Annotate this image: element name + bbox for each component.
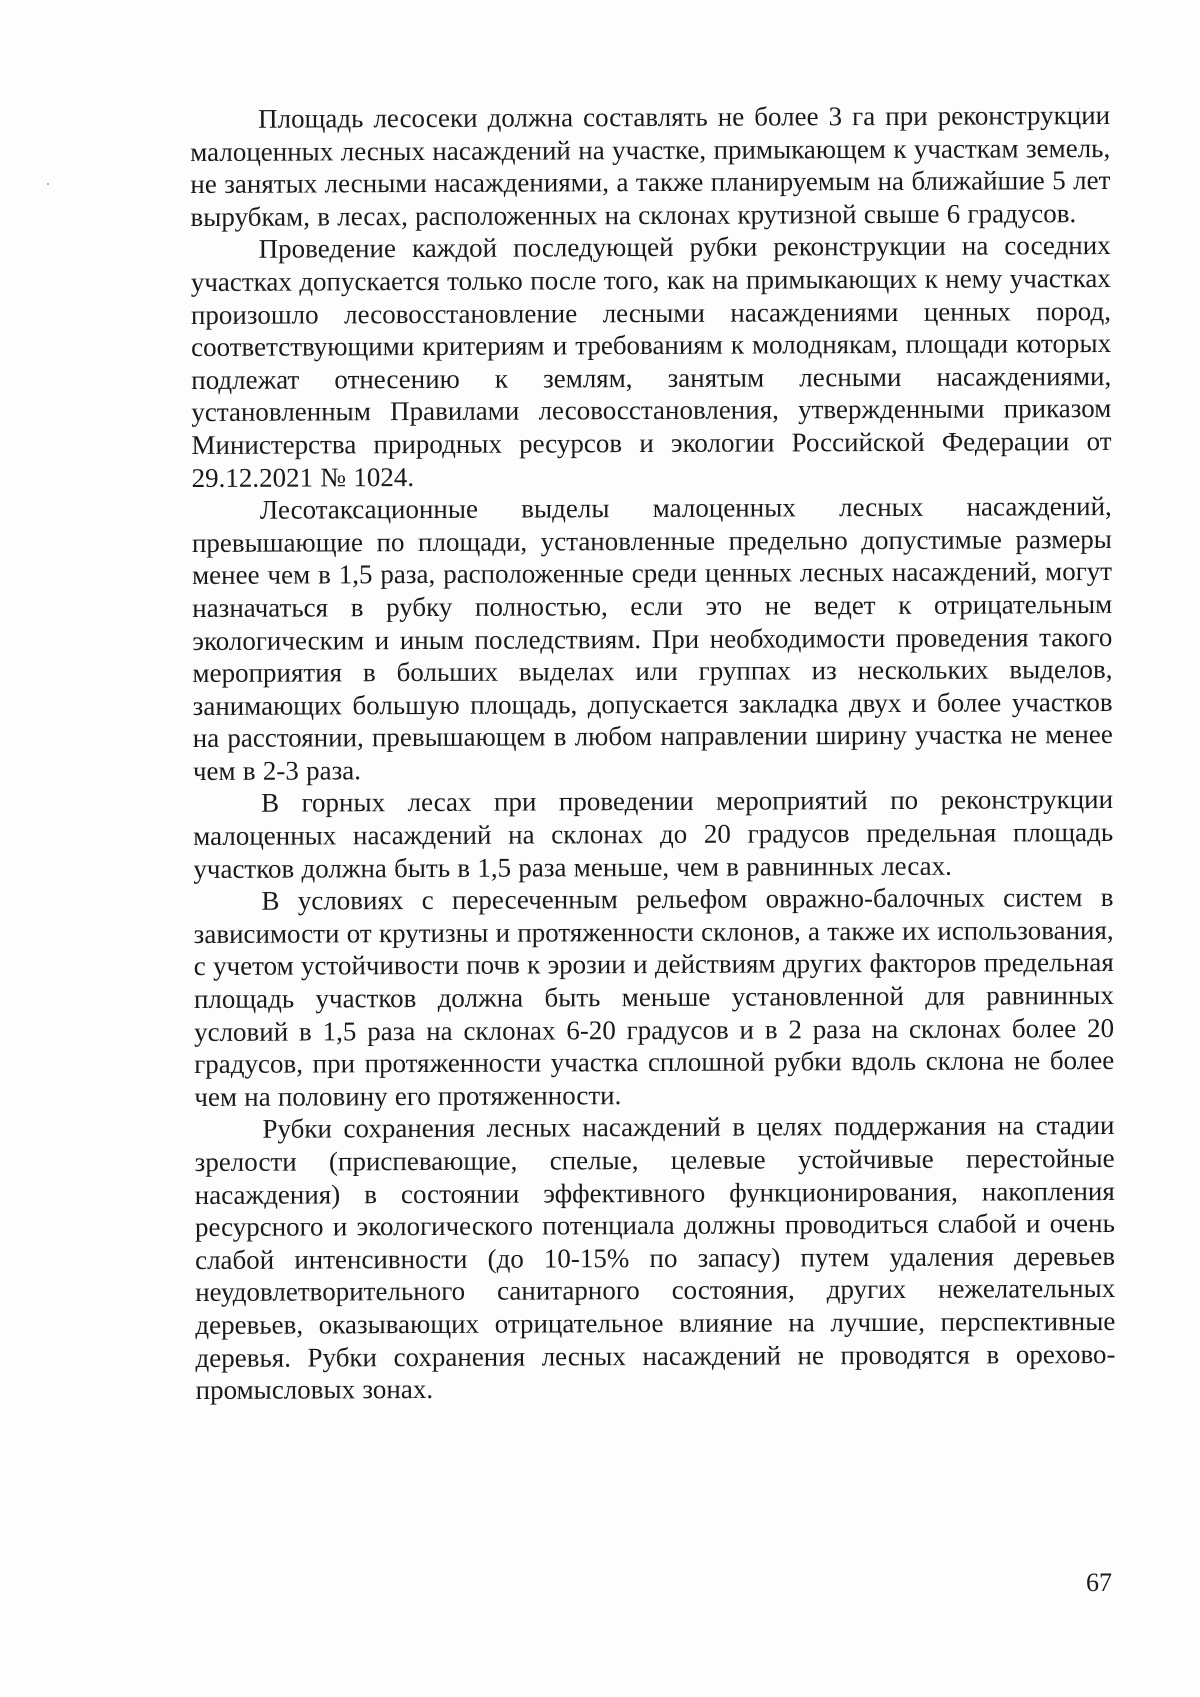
paragraph: Проведение каждой последующей рубки реконструкции на соседних участках допускается только после того, как на примыкающих к нему участках произошло лесовосстановление лесными насаждениями ценных пород, соответствующими критериям и требованиям к молоднякам, площади которых подлежат отнесению к землям, занятым лесными насаждениями, установленным Правилами лесовосстановления, утвержденными приказом Министерства природных ресурсов и экологии Российской Федерации от 29.12.2021 № 1024. xyxy=(190,230,1112,493)
paragraph: Площадь лесосеки должна составлять не более 3 га при реконструкции малоценных лесных насаждений на участке, примыкающем к участкам земель, не занятых лесными насаждениями, а также планируемым на ближайшие 5 лет вырубкам, в лесах, расположенных на склонах крутизной свыше 6 градусов. xyxy=(190,99,1111,232)
paragraph: В горных лесах при проведении мероприятий по реконструкции малоценных насаждений на склонах до 20 градусов предельная площадь участков должна быть в 1,5 раза меньше, чем в равнинных лесах. xyxy=(193,784,1114,884)
scan-speck xyxy=(47,183,49,185)
document-body xyxy=(190,99,1116,1407)
paragraph: Лесотаксационные выделы малоценных лесных насаждений, превышающие по площади, установленные предельно допустимые размеры менее чем в 1,5 раза, расположенные среди ценных лесных насаждений, могут назначаться в рубку полностью, если это не ведет к отрицательным экологическим и иным последствиям. При необходимости проведения такого мероприятия в больших выделах или группах из нескольких выделов, занимающих большую площадь, допускается закладка двух и более участков на расстоянии, превышающем в любом направлении ширину участка не менее чем в 2-3 раза. xyxy=(191,491,1113,786)
page-number: 67 xyxy=(1086,1568,1112,1597)
paragraph: В условиях с пересеченным рельефом овражно-балочных систем в зависимости от крутизны и протяженности склонов, а также их использования, с учетом устойчивости почв к эрозии и действиям других факторов предельная площадь участков должна быть меньше установленной для равнинных условий в 1,5 раза на склонах 6-20 градусов и в 2 раза на склонах более 20 градусов, при протяженности участка сплошной рубки вдоль склона не более чем на половину его протяженности. xyxy=(193,882,1115,1112)
paragraph: Рубки сохранения лесных насаждений в целях поддержания на стадии зрелости (приспевающие, спелые, целевые устойчивые перестойные насаждения) в состоянии эффективного функционирования, накопления ресурсного и экологического потенциала должны проводиться слабой и очень слабой интенсивности (до 10-15% по запасу) путем удаления деревьев неудовлетворительного санитарного состояния, других нежелательных деревьев, оказывающих отрицательное влияние на лучшие, перспективные деревья. Рубки сохранения лесных насаждений не проводятся в орехово-промысловых зонах. xyxy=(194,1110,1116,1406)
